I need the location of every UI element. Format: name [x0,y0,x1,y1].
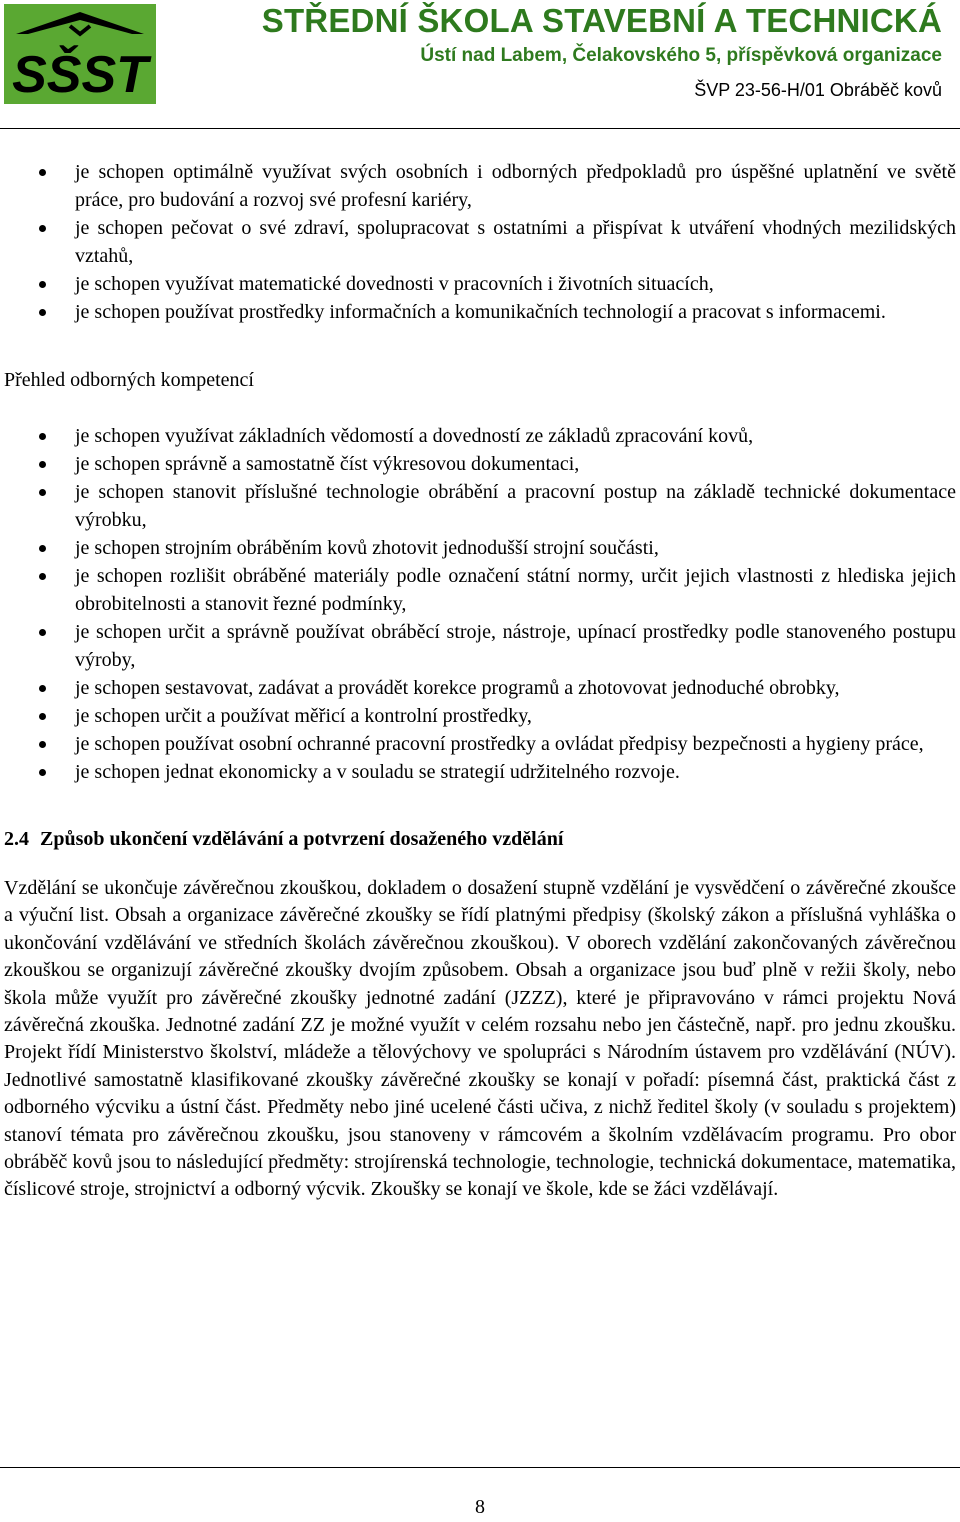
school-address: Ústí nad Labem, Čelakovského 5, příspěvková organizace [420,45,942,66]
section-paragraph: Vzdělání se ukončuje závěrečnou zkouškou, dokladem o dosažení stupně vzdělání je vysvědčení o závěrečné zkoušce a výuční list. Obsah a organizace závěrečné zkoušky se řídí platnými předpisy (školský zákon a příslušná vyhláška o ukončování vzdělávání ve středních školách závěrečnou zkouškou). V oborech vzdělání zakončovaných závěrečnou zkouškou se organizují závěrečné zkoušky dvojím způsobem. Obsah a organizace jsou buď plně v režii školy, nebo škola může využít pro závěrečné zkoušky jednotné zadání (JZZZ), které je připravováno v rámci projektu Nová závěrečná zkouška. Jednotné zadání ZZ je možné využít v celém rozsahu nebo jen částečně, např. pro jednu zkoušku. Projekt řídí Ministerstvo školství, mládeže a tělovýchovy ve spolupráci s Národním ústavem pro vzdělávání (NÚV). Jednotlivé samostatně klasifikované zkoušky závěrečné zkoušky se konají v pořadí: písemná část, praktická část z odborného výcviku a ústní část. Předměty nebo jiné ucelené části učiva, z nichž ředitel školy (v souladu s projektem) stanoví témata pro závěrečnou zkoušku, jsou stanoveny v rámcovém a školním vzdělávacím programu. Pro obor obráběč kovů jsou to následující předměty: strojírenská technologie, technologie, technická dokumentace, matematika, číslicové stroje, strojnictví a odborný výcvik. Zkoušky se konají ve škole, kde se žáci vzdělávají. [4,877,956,1201]
section-heading [4,825,956,853]
logo-text: SŠST [12,46,148,104]
list-item: je schopen sestavovat, zadávat a provádět korekce programů a zhotovovat jednoduché obrobky, [4,674,956,702]
professional-competences-heading: Přehled odborných kompetencí [4,369,254,391]
section-number: 2.4 [4,828,29,850]
header-divider [0,128,960,129]
list-item: je schopen pečovat o své zdraví, spolupracovat s ostatními a přispívat k utváření vhodných mezilidských vztahů, [4,214,956,270]
list-item: je schopen jednat ekonomicky a v souladu se strategií udržitelného rozvoje. [4,758,956,786]
list-item: je schopen používat osobní ochranné pracovní prostředky a ovládat předpisy bezpečnosti a hygieny práce, [4,730,956,758]
list-item: je schopen rozlišit obráběné materiály podle označení státní normy, určit jejich vlastnosti z hlediska jejich obrobitelnosti a stanovit řezné podmínky, [4,562,956,618]
list-item: je schopen využívat základních vědomostí a dovedností ze základů zpracování kovů, [4,422,956,450]
program-code: ŠVP 23-56-H/01 Obráběč kovů [694,80,942,100]
list-item: je schopen určit a správně používat obráběcí stroje, nástroje, upínací prostředky podle stanoveného postupu výroby, [4,618,956,674]
school-name: STŘEDNÍ ŠKOLA STAVEBNÍ A TECHNICKÁ [261,2,942,39]
list-item: je schopen používat prostředky informačních a komunikačních technologií a pracovat s informacemi. [4,298,956,326]
professional-competences-list [4,422,956,786]
list-item: je schopen využívat matematické dovednosti v pracovních i životních situacích, [4,270,956,298]
section-title: Způsob ukončení vzdělávání a potvrzení dosaženého vzdělání [40,828,564,850]
school-logo [4,4,156,104]
general-competences-list [4,158,956,326]
footer-divider [0,1467,960,1468]
list-item: je schopen určit a používat měřicí a kontrolní prostředky, [4,702,956,730]
list-item: je schopen optimálně využívat svých osobních i odborných předpokladů pro úspěšné uplatnění ve světě práce, pro budování a rozvoj své profesní kariéry, [4,158,956,214]
list-item: je schopen stanovit příslušné technologie obrábění a pracovní postup na základě technické dokumentace výrobku, [4,478,956,534]
page-header [0,0,960,104]
list-item: je schopen strojním obráběním kovů zhotovit jednodušší strojní součásti, [4,534,956,562]
list-item: je schopen správně a samostatně číst výkresovou dokumentaci, [4,450,956,478]
page-content [4,158,956,1204]
page-number: 8 [475,1496,485,1518]
